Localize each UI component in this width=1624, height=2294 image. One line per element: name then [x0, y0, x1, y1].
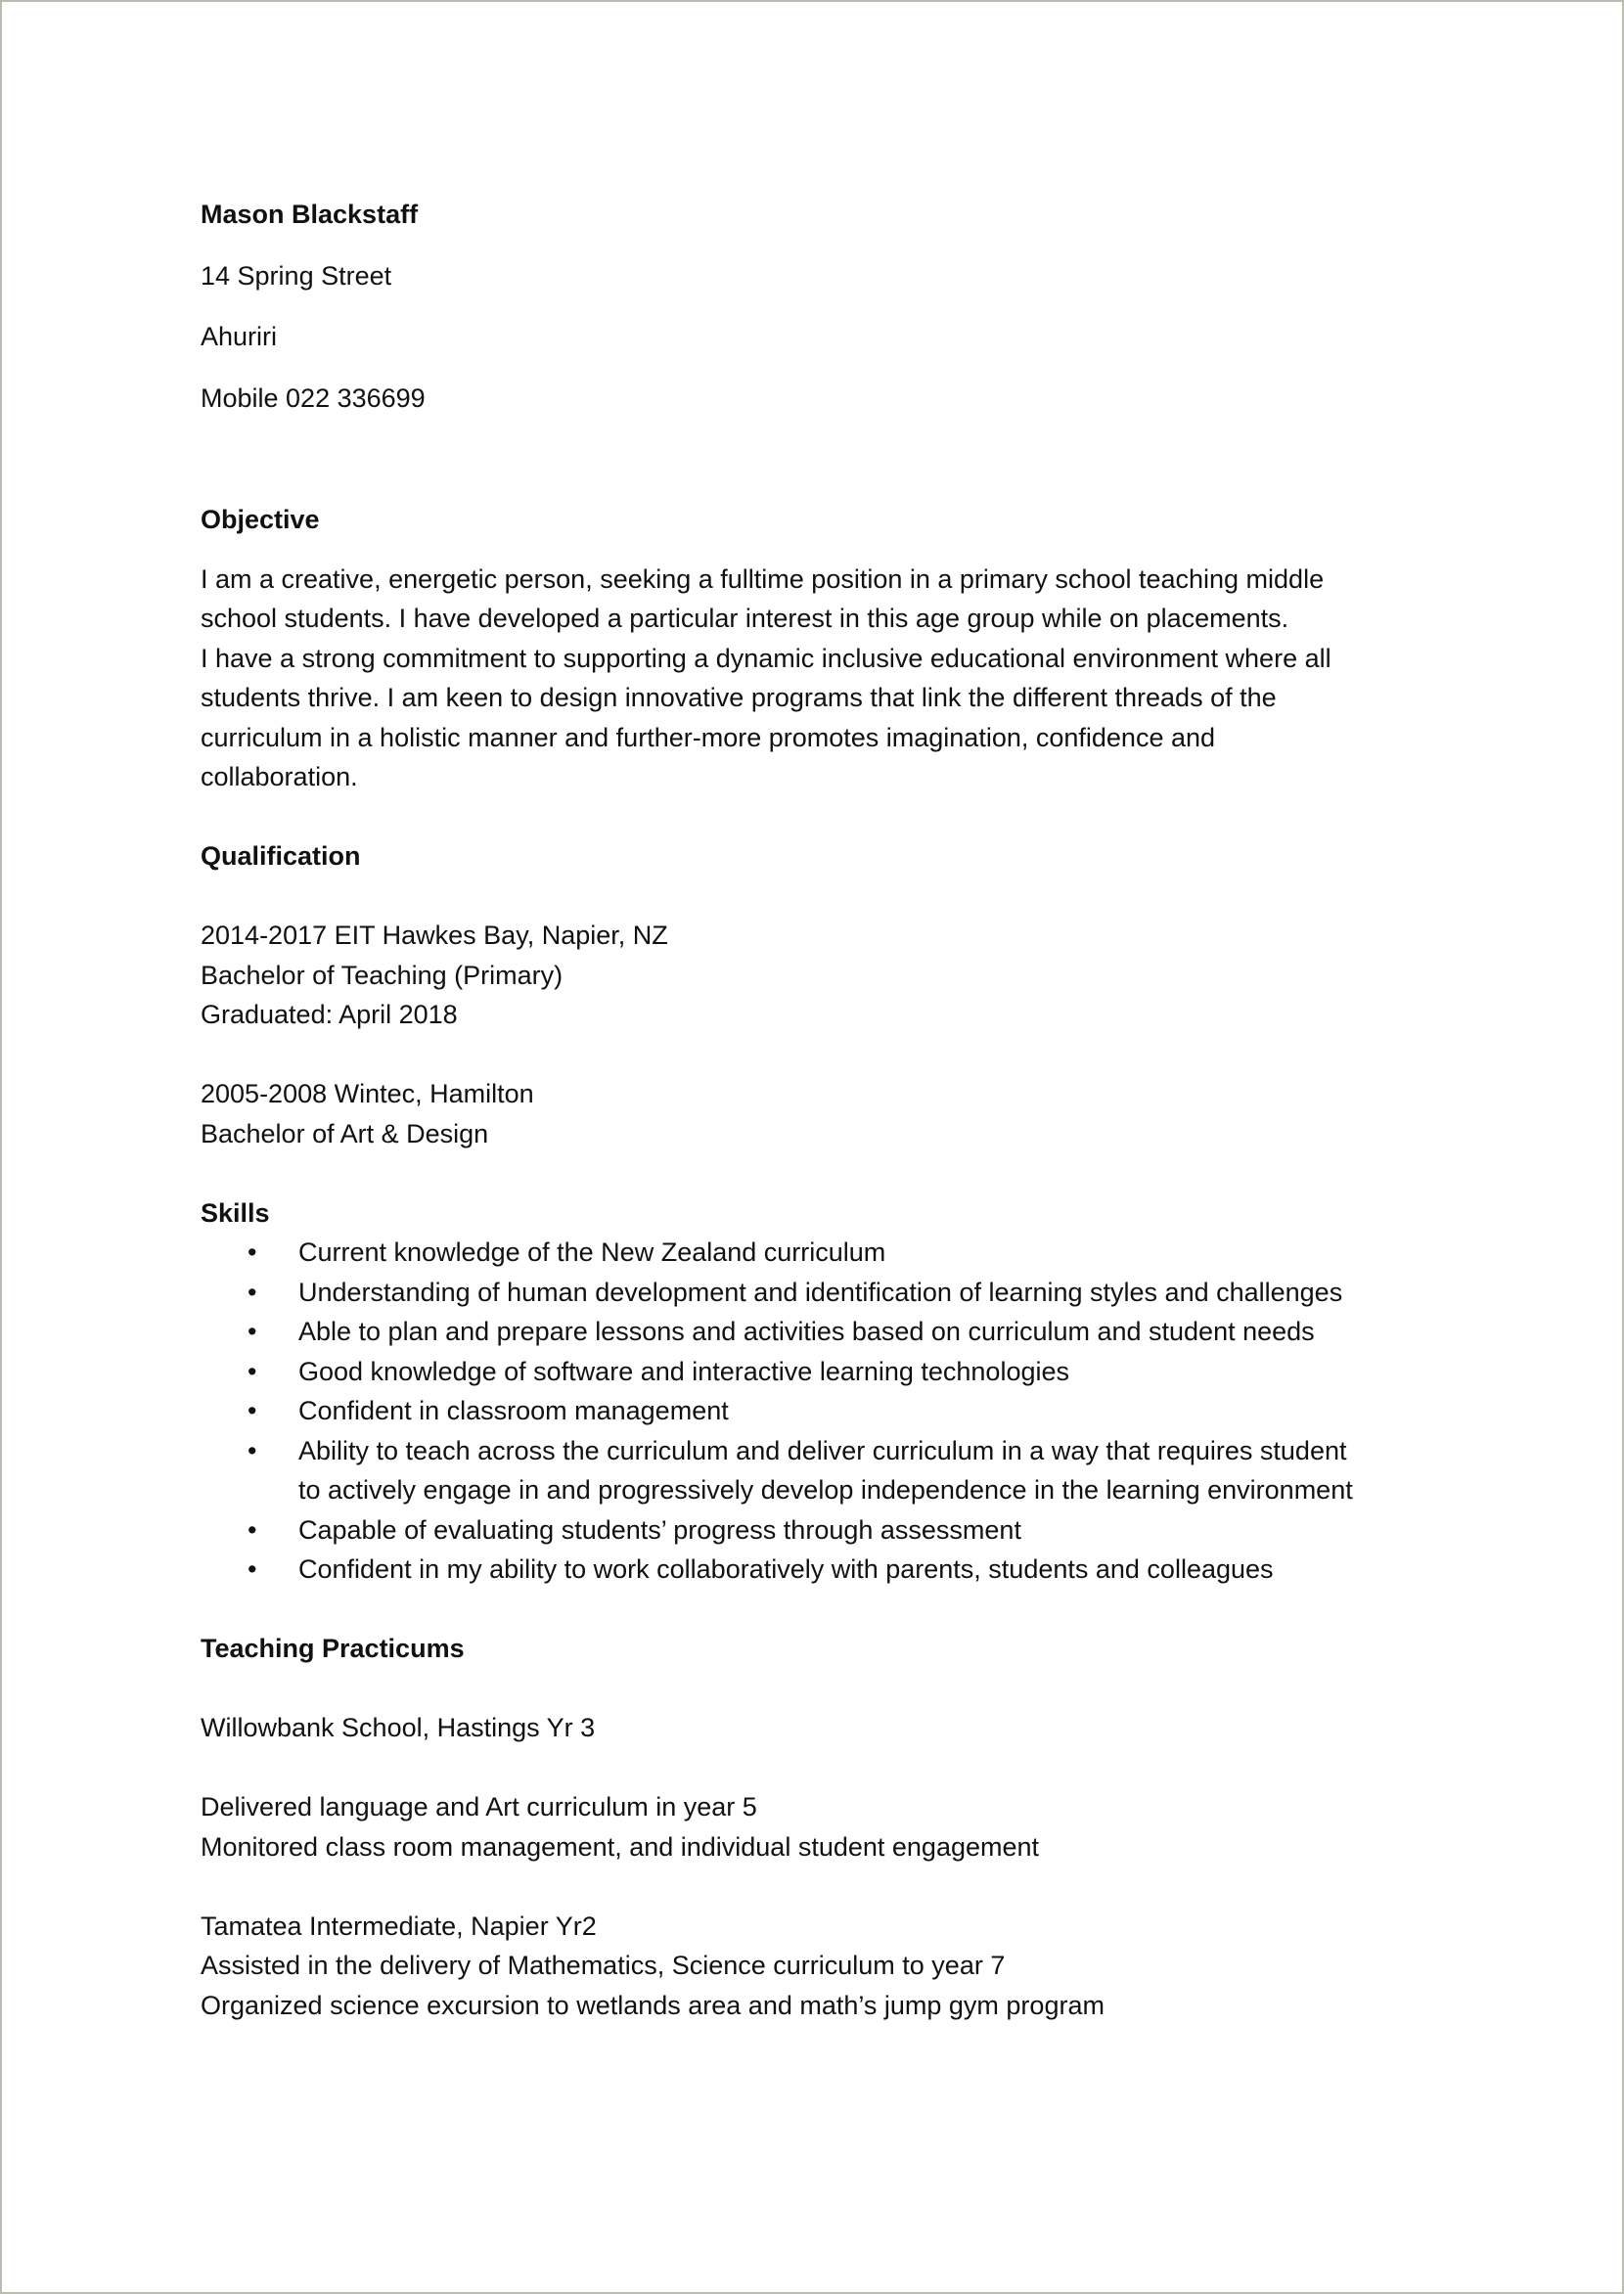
objective-line: collaboration. — [201, 762, 358, 791]
qualification-line: 2005-2008 Wintec, Hamilton — [201, 1079, 534, 1108]
address-street: 14 Spring Street — [201, 260, 392, 291]
practicums-heading: Teaching Practicums — [201, 1634, 465, 1663]
skill-text: Ability to teach across the curriculum and deliver curriculum in a way that requires student — [298, 1435, 1347, 1465]
skills-heading: Skills — [201, 1197, 270, 1228]
address-city: Ahuriri — [201, 322, 278, 351]
bullet-icon: • — [248, 1237, 257, 1267]
objective-line: I am a creative, energetic person, seeking a fulltime position in a primary school teaching middle — [201, 563, 1325, 594]
applicant-name: Mason Blackstaff — [201, 200, 419, 229]
skills-list-item — [201, 1352, 1433, 1392]
bullet-icon: • — [248, 1554, 257, 1584]
skill-text-continuation: to actively engage in and progressively develop independence in the learning environment — [298, 1475, 1353, 1505]
bullet-icon: • — [248, 1356, 257, 1386]
practicum-school: Willowbank School, Hastings Yr 3 — [201, 1713, 596, 1742]
qualification-line: Graduated: April 2018 — [201, 1000, 458, 1029]
skill-text: Confident in classroom management — [298, 1396, 729, 1425]
qualification-heading: Qualification — [201, 841, 361, 871]
skill-text: Current knowledge of the New Zealand curriculum — [298, 1237, 886, 1267]
objective-line: I have a strong commitment to supporting a dynamic inclusive educational environment where all — [201, 643, 1331, 673]
resume-content — [201, 195, 1433, 2025]
qualification-line: Bachelor of Art & Design — [201, 1118, 489, 1148]
bullet-icon: • — [248, 1396, 257, 1425]
qualification-line: 2014-2017 EIT Hawkes Bay, Napier, NZ — [201, 921, 668, 950]
skills-list — [201, 1233, 1433, 1590]
skills-list-item — [201, 1431, 1433, 1510]
practicum-line: Monitored class room management, and individual student engagement — [201, 1831, 1040, 1862]
objective-line: school students. I have developed a particular interest in this age group while on placements. — [201, 604, 1289, 633]
skill-text: Confident in my ability to work collaboratively with parents, students and colleagues — [298, 1554, 1274, 1584]
skills-list-item — [201, 1391, 1433, 1431]
skills-list-item — [201, 1273, 1433, 1313]
bullet-icon: • — [248, 1435, 257, 1465]
objective-line: curriculum in a holistic manner and further-more promotes imagination, confidence and — [201, 722, 1216, 752]
practicum-school: Tamatea Intermediate, Napier Yr2 — [201, 1911, 597, 1941]
practicum-line: Assisted in the delivery of Mathematics, Science curriculum to year 7 — [201, 1951, 1006, 1980]
bullet-icon: • — [248, 1317, 257, 1346]
practicum-line: Delivered language and Art curriculum in year 5 — [201, 1792, 757, 1822]
skills-list-item — [201, 1312, 1433, 1352]
skill-text: Capable of evaluating students’ progress through assessment — [298, 1514, 1021, 1545]
objective-heading: Objective — [201, 505, 320, 534]
skills-list-item — [201, 1233, 1433, 1273]
bullet-icon: • — [248, 1514, 257, 1545]
skills-list-item — [201, 1510, 1433, 1551]
skills-list-item — [201, 1550, 1433, 1590]
bullet-icon: • — [248, 1277, 257, 1307]
qualification-line: Bachelor of Teaching (Primary) — [201, 960, 564, 990]
objective-line: students thrive. I am keen to design innovative programs that link the different threads of the — [201, 683, 1277, 712]
practicum-line: Organized science excursion to wetlands area and math’s jump gym program — [201, 1990, 1105, 2020]
mobile-number: Mobile 022 336699 — [201, 382, 426, 413]
skill-text: Able to plan and prepare lessons and activities based on curriculum and student needs — [298, 1317, 1315, 1346]
skill-text: Understanding of human development and identification of learning styles and challenges — [298, 1277, 1343, 1307]
skill-text: Good knowledge of software and interactive learning technologies — [298, 1356, 1069, 1386]
